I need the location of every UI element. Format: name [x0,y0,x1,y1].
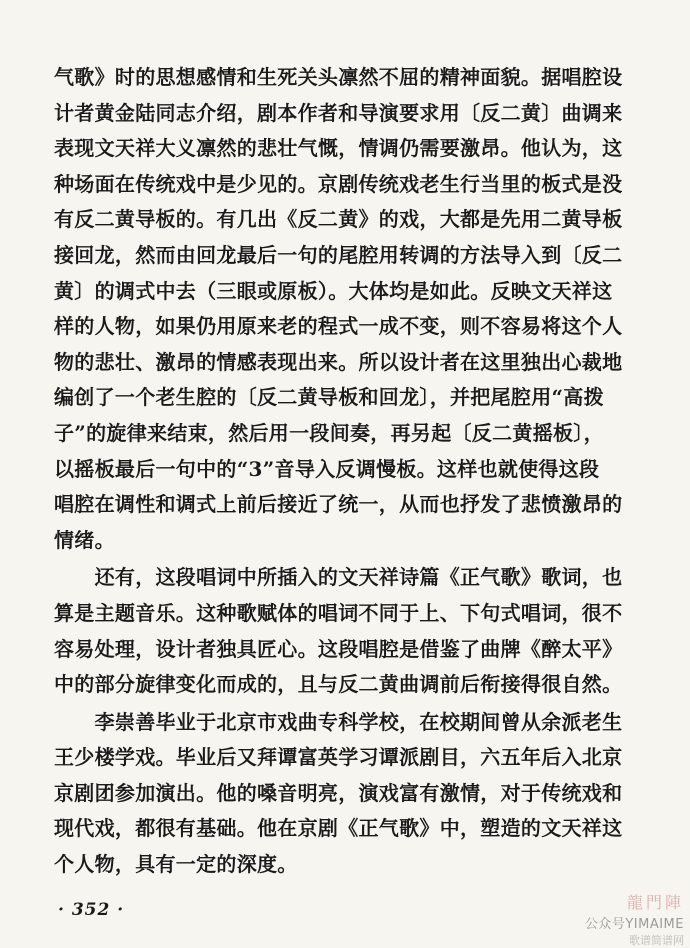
text-line: 算是主题音乐。这种歌赋体的唱词不同于上、下句式唱词，很不 [54,600,623,625]
text-line: 个人物，具有一定的深度。 [54,852,298,877]
text-line: 情绪。 [54,527,115,552]
body-text [54,60,644,883]
text-line: 物的悲壮、激昂的情感表现出来。所以设计者在这里独出心裁地 [54,349,623,374]
text-line: 表现文天祥大义凛然的悲壮气慨，情调仍需要激昂。他认为，这 [54,136,623,161]
watermark-logo: 龍門陣 [626,893,684,912]
text-line: 李崇善毕业于北京市戏曲专科学校，在校期间曾从余派老生 [54,709,623,734]
watermark [484,890,684,947]
text-line: 还有，这段唱词中所插入的文天祥诗篇《正气歌》歌词，也 [54,565,623,590]
text-line: 计者黄金陆同志介绍，剧本作者和导演要求用〔反二黄〕曲调来 [54,100,623,125]
text-line: 接回龙，然而由回龙最后一句的尾腔用转调的方法导入到〔反二 [54,242,623,267]
text-line: 现代戏，都很有基础。他在京剧《正气歌》中，塑造的文天祥这 [54,816,623,841]
watermark-brand: 公众号YIMAIME [584,917,684,932]
text-line: 编创了一个老生腔的〔反二黄导板和回龙〕，并把尾腔用“高拨 [54,385,604,410]
text-line: 子”的旋律来结束，然后用一段间奏，再另起〔反二黄摇板〕， [54,420,604,445]
text-line: 中的部分旋律变化而成的，且与反二黄曲调前后衔接得很自然。 [54,672,623,697]
text-line: 容易处理，设计者独具匠心。这段唱腔是借鉴了曲牌《醉太平》 [54,636,623,661]
text-line: 气歌》时的思想感情和生死关头凛然不屈的精神面貌。据唱腔设 [54,65,623,89]
text-line: 种场面在传统戏中是少见的。京剧传统戏老生行当里的板式是没 [54,171,623,196]
text-line: 黄〕的调式中去（三眼或原板）。大体均是如此。反映文天祥这 [54,278,613,303]
text-line: 有反二黄导板的。有几出《反二黄》的戏，大都是先用二黄导板 [54,207,623,232]
page-number: · 352 · [58,900,125,920]
text-line: 京剧团参加演出。他的嗓音明亮，演戏富有激情，对于传统戏和 [54,780,623,805]
text-line: 王少楼学戏。毕业后又拜谭富英学习谭派剧目，六五年后入北京 [54,745,623,770]
text-line: 以摇板最后一句中的“3”音导入反调慢板。这样也就使得这段 [54,456,600,481]
text-line: 唱腔在调性和调式上前后接近了统一，从而也抒发了悲愤激昂的 [54,492,623,517]
watermark-site: 歌谱简谱网 [629,934,684,947]
text-line: 样的人物，如果仍用原来老的程式一成不变，则不容易将这个人 [54,314,623,339]
